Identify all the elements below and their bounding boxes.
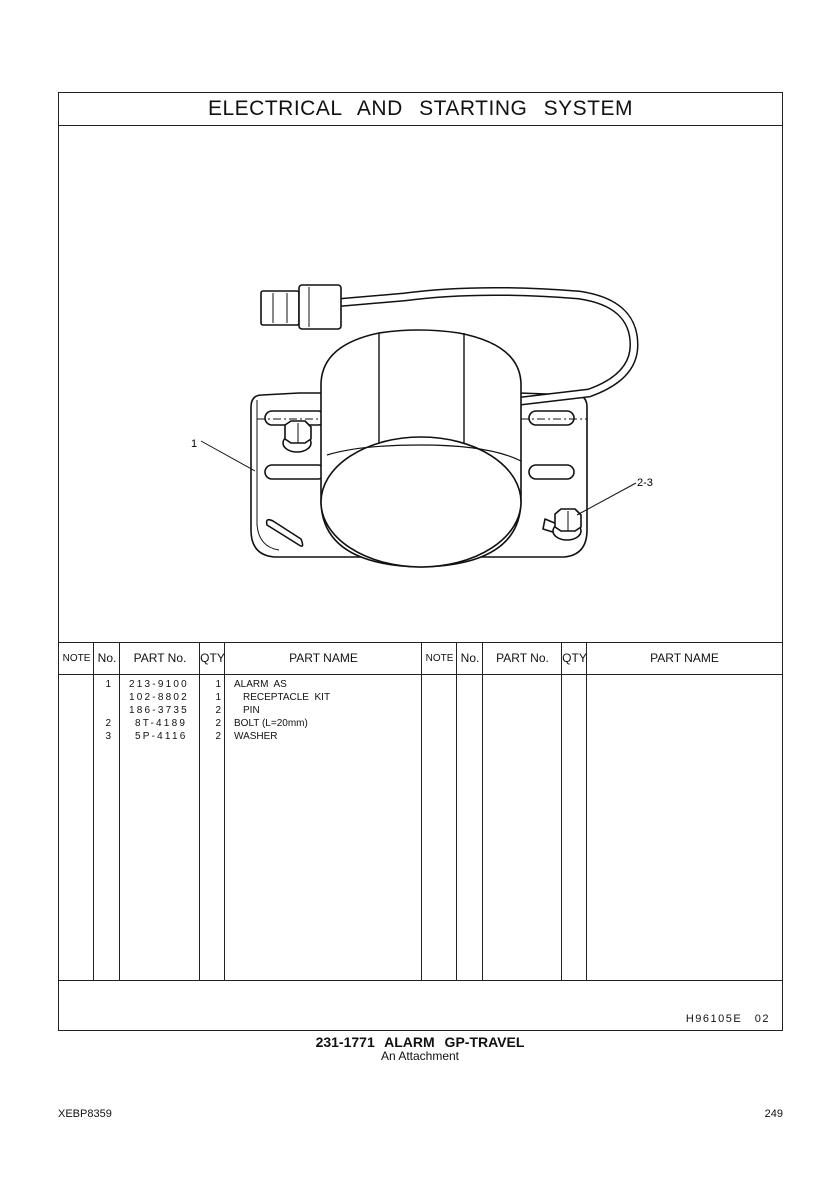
header-part-name: PART NAME [289,651,358,665]
table-row [59,678,422,691]
col-qty-right [562,643,587,980]
bolt-right [553,509,581,540]
part-name: RECEPTACLE KIT [243,692,331,703]
parts-table [59,642,782,981]
quantity: 1 [215,692,221,703]
part-name: WASHER [234,731,278,742]
sheet-title: ELECTRICAL AND STARTING SYSTEM [59,93,782,126]
col-partno-right [483,643,562,980]
header-no-2: No. [460,651,480,665]
slot [529,465,574,479]
group-title: 231-1771 ALARM GP-TRAVEL [315,1034,525,1050]
table-row [59,704,422,717]
col-note-right [422,643,457,980]
quantity: 1 [215,679,221,690]
header-part-no: PART No. [133,651,187,665]
alarm-drawing [59,125,781,642]
part-name: PIN [243,705,260,716]
alarm-face [321,437,521,567]
page-number: 249 [764,1108,783,1120]
item-no: 2 [105,718,111,729]
document-id: XEBP8359 [58,1108,112,1120]
part-number: 213-9100 [129,679,189,690]
col-no-right [457,643,483,980]
part-name: BOLT (L=20mm) [234,718,308,729]
slot [265,465,325,479]
quantity: 2 [215,718,221,729]
item-no: 3 [105,731,111,742]
part-number: 186-3735 [129,705,189,716]
header-no: No. [97,651,117,665]
table-row [59,717,422,730]
part-name: ALARM AS [234,679,287,690]
item-no: 1 [105,679,111,690]
header-note: NOTE [62,653,91,664]
part-number: 5P-4116 [135,731,188,742]
table-row [59,730,422,743]
header-note-2: NOTE [425,653,454,664]
bolt-left [283,421,311,452]
part-number: 8T-4189 [135,718,188,729]
callout-1: 1 [191,438,198,450]
parts-illustration [59,125,782,642]
header-part-name-2: PART NAME [650,651,719,665]
quantity: 2 [215,731,221,742]
part-number: 102-8802 [129,692,189,703]
slot [529,411,574,425]
connector [261,291,299,325]
parts-sheet [58,92,783,1031]
header-qty: QTY [200,651,225,665]
group-subtitle: An Attachment [380,1049,460,1063]
header-part-no-2: PART No. [496,651,549,665]
quantity: 2 [215,705,221,716]
header-divider [59,674,782,675]
table-row [59,691,422,704]
header-qty-2: QTY [562,651,587,665]
callout-2-3: 2-3 [637,477,653,489]
illustration-code: H96105E 02 [685,1013,770,1025]
